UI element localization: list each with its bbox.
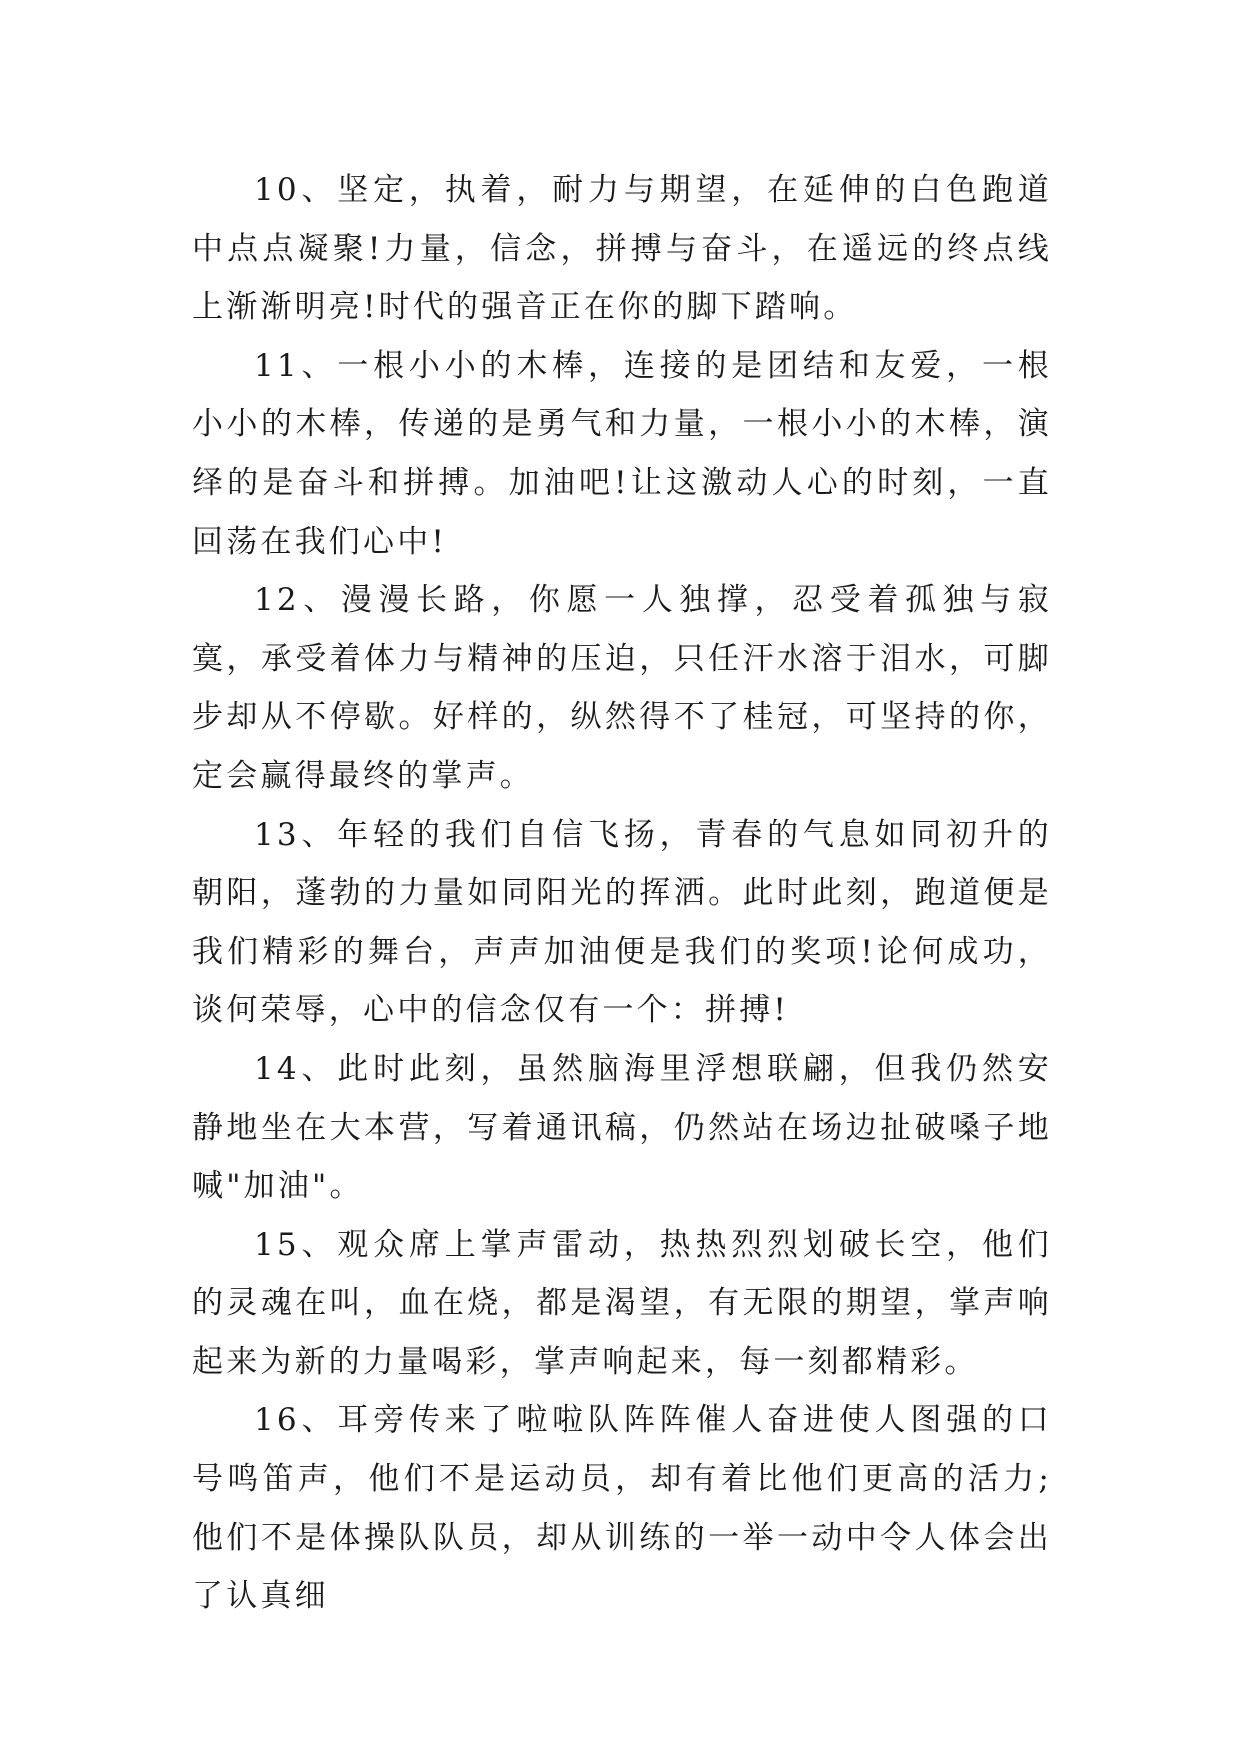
paragraph-11: 11、一根小小的木棒，连接的是团结和友爱，一根小小的木棒，传递的是勇气和力量，一根小小的木棒，演绎的是奋斗和拼搏。加油吧!让这激动人心的时刻，一直回荡在我们心中! (192, 347, 1052, 560)
paragraph-15: 15、观众席上掌声雷动，热热烈烈划破长空，他们的灵魂在叫，血在烧，都是渴望，有无限的期望，掌声响起来为新的力量喝彩，掌声响起来，每一刻都精彩。 (192, 1226, 1052, 1380)
paragraph-12: 12、漫漫长路，你愿一人独撑，忍受着孤独与寂寞，承受着体力与精神的压迫，只任汗水溶于泪水，可脚步却从不停歇。好样的，纵然得不了桂冠，可坚持的你，定会赢得最终的掌声。 (192, 582, 1052, 794)
paragraph-16: 16、耳旁传来了啦啦队阵阵催人奋进使人图强的口号鸣笛声，他们不是运动员，却有着比他们更高的活力;他们不是体操队队员，却从训练的一举一动中令人体会出了认真细 (192, 1402, 1052, 1615)
paragraph-10: 10、坚定，执着，耐力与期望，在延伸的白色跑道中点点凝聚!力量，信念，拼搏与奋斗，在遥远的终点线上渐渐明亮!时代的强音正在你的脚下踏响。 (192, 172, 1052, 326)
paragraph-14: 14、此时此刻，虽然脑海里浮想联翩，但我仍然安静地坐在大本营，写着通讯稿，仍然站在场边扯破嗓子地喊"加油"。 (192, 1050, 1052, 1205)
paragraph-13: 13、年轻的我们自信飞扬，青春的气息如同初升的朝阳，蓬勃的力量如同阳光的挥洒。此时此刻，跑道便是我们精彩的舞台，声声加油便是我们的奖项!论何成功，谈何荣辱，心中的信念仅有一个：拼搏! (192, 816, 1052, 1029)
document-body (192, 161, 1052, 1626)
